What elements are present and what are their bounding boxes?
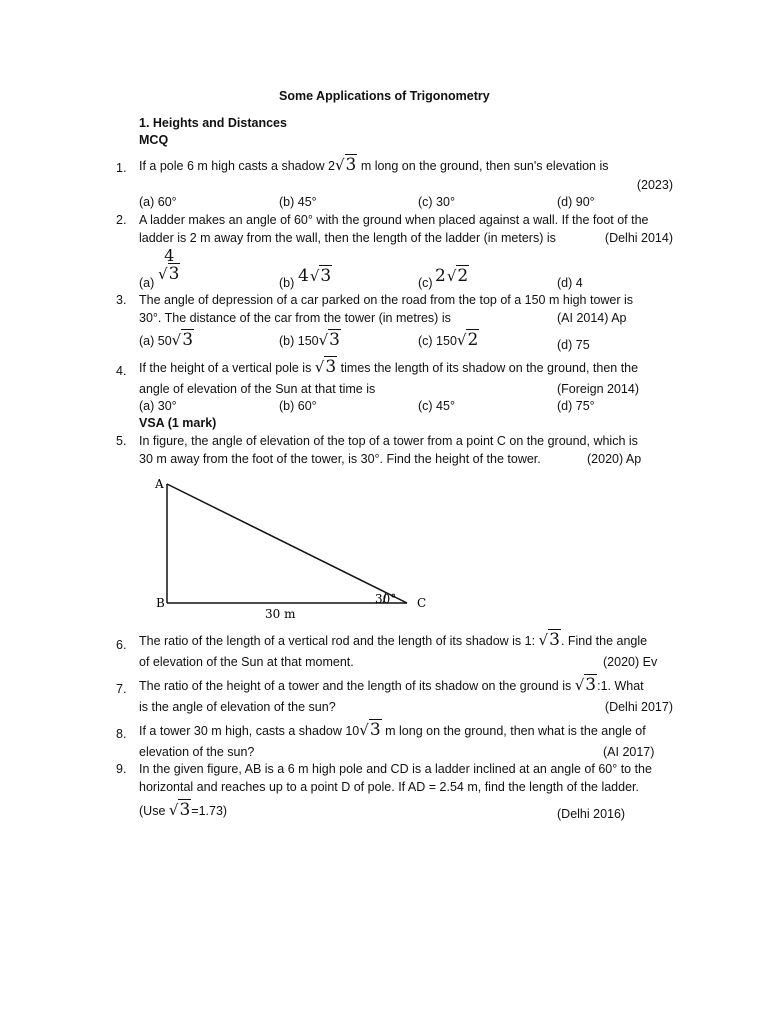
question-text: In the given figure, AB is a 6 m high pole and CD is a ladder inclined at an angle of 60° to the (139, 762, 652, 776)
question-text: The ratio of the height of a tower and the length of its shadow on the ground is √3:1. What (139, 675, 644, 695)
side-ac (167, 484, 407, 603)
vertex-label-a: A (155, 477, 164, 491)
option-d: (d) 4 (557, 276, 583, 290)
option-c-label: (c) (418, 276, 433, 290)
question-number: 9. (116, 762, 127, 776)
question-text: If a pole 6 m high casts a shadow 2√3 m long on the ground, then sun's elevation is (139, 155, 609, 175)
question-text: The angle of depression of a car parked on the road from the top of a 150 m high tower is (139, 293, 634, 307)
angle-label: 30° (375, 592, 397, 606)
year-tag: (AI 2017) (603, 745, 655, 759)
option-b: (b) 60° (279, 399, 317, 413)
question-text: 30°. The distance of the car from the tower (in metres) is (139, 311, 451, 325)
year-tag: (AI 2014) Ap (557, 311, 627, 325)
year-tag: (Delhi 2014) (604, 231, 673, 245)
option-d: (d) 75° (557, 399, 595, 413)
vsa-label: VSA (1 mark) (139, 416, 217, 430)
option-a-label: (a) (139, 276, 155, 290)
question-text: The ratio of the length of a vertical rod and the length of its shadow is 1: √3. Find the angle (139, 630, 648, 650)
question-text: If a tower 30 m high, casts a shadow 10√3 m long on the ground, then what is the angle of (139, 720, 646, 740)
option-b-label: (b) (279, 276, 295, 290)
vertex-label-c: C (417, 596, 427, 610)
mcq-label: MCQ (139, 133, 169, 147)
option-c-expression: 2√2 (435, 266, 469, 286)
option-a: (a) 30° (139, 399, 177, 413)
year-tag: (Delhi 2016) (557, 807, 626, 821)
section-heading: 1. Heights and Distances (139, 116, 287, 130)
question-number: 5. (116, 434, 127, 448)
question-number: 6. (116, 638, 127, 652)
option-d: (d) 90° (557, 195, 595, 209)
question-text: In figure, the angle of elevation of the top of a tower from a point C on the ground, which is (139, 434, 638, 448)
sqrt-expression: √3 (334, 155, 357, 175)
question-text: of elevation of the Sun at that moment. (139, 655, 354, 669)
option-b-expression: 4√3 (298, 266, 332, 286)
question-text: A ladder makes an angle of 60° with the ground when placed against a wall. If the foot of the (139, 213, 649, 227)
option-c: (c) 45° (418, 399, 455, 413)
page-title: Some Applications of Trigonometry (279, 89, 490, 103)
triangle-figure (137, 472, 429, 624)
option-c: (c) 150√2 (418, 330, 479, 350)
option-b: (b) 45° (279, 195, 317, 209)
question-number: 7. (116, 682, 127, 696)
question-text: If the height of a vertical pole is √3 times the length of its shadow on the ground, then the (139, 357, 639, 377)
option-a: (a) 60° (139, 195, 177, 209)
question-number: 4. (116, 364, 127, 378)
question-text: 30 m away from the foot of the tower, is 30°. Find the height of the tower. (139, 452, 541, 466)
question-text: horizontal and reaches up to a point D of pole. If AD = 2.54 m, find the length of the ladder. (139, 780, 639, 794)
option-c: (c) 30° (418, 195, 455, 209)
option-a: (a) 50√3 (139, 330, 194, 350)
question-text: angle of elevation of the Sun at that time is (139, 382, 376, 396)
year-tag: (2020) Ev (603, 655, 658, 669)
option-d: (d) 75 (557, 338, 590, 352)
question-number: 3. (116, 293, 127, 307)
year-tag: (Delhi 2017) (604, 700, 673, 714)
question-number: 1. (116, 161, 127, 175)
year-tag: (2020) Ap (587, 452, 642, 466)
question-text: is the angle of elevation of the sun? (139, 700, 336, 714)
option-a-fraction: 4 √3 (158, 246, 180, 284)
question-text: elevation of the sun? (139, 745, 255, 759)
question-number: 2. (116, 213, 127, 227)
use-hint: (Use √3=1.73) (139, 800, 228, 820)
base-length-label: 30 m (265, 607, 296, 621)
option-b: (b) 150√3 (279, 330, 340, 350)
question-text: ladder is 2 m away from the wall, then the length of the ladder (in meters) is (139, 231, 556, 245)
vertex-label-b: B (156, 596, 165, 610)
question-number: 8. (116, 727, 127, 741)
year-tag: (2023) (636, 178, 673, 192)
year-tag: (Foreign 2014) (557, 382, 639, 396)
